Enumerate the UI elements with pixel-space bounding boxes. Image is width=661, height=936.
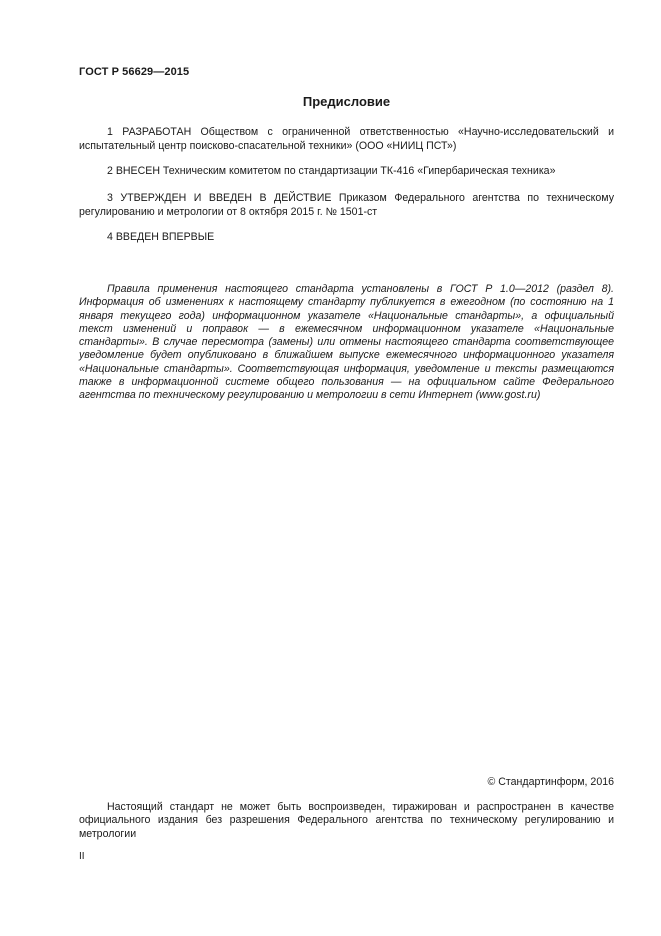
page-number: II [79,851,85,862]
clause-approved: 3 УТВЕРЖДЕН И ВВЕДЕН В ДЕЙСТВИЕ Приказом Федерального агентства по техническому регулированию и метрологии от 8 октября 2015 г. № 1501-ст [79,192,614,218]
clause-first-introduced: 4 ВВЕДЕН ВПЕРВЫЕ [107,231,215,243]
application-rules-notice: Правила применения настоящего стандарта установлены в ГОСТ Р 1.0—2012 (раздел 8). Информация об изменениях к настоящему стандарту публикуется в ежегодном (по состоянию на 1 января текущего года) информационном указателе «Национальные стандарты», а официальный текст изменений и поправок — в ежемесячном информационном указателе «Национальные стандарты». В случае пересмотра (замены) или отмены настоящего стандарта соответствующее уведомление будет опубликовано в ближайшем выпуске ежемесячного информационного указателя «Национальные стандарты». Соответствующая информация, уведомление и тексты размещаются также в информационной системе общего пользования — на официальном сайте Федерального агентства по техническому регулированию и метрологии в сети Интернет (www.gost.ru) [79,283,614,402]
clause-developed: 1 РАЗРАБОТАН Обществом с ограниченной ответственностью «Научно-исследовательский и испытательный центр поисково-спасательной техники» (ООО «НИИЦ ПСТ») [79,126,614,152]
document-code: ГОСТ Р 56629—2015 [79,66,190,78]
page-title: Предисловие [302,94,391,109]
clause-introduced: 2 ВНЕСЕН Техническим комитетом по стандартизации ТК-416 «Гипербарическая техника» [107,165,556,177]
reproduction-notice: Настоящий стандарт не может быть воспроизведен, тиражирован и распространен в качестве официального издания без разрешения Федерального агентства по техническому регулированию и метрологии [79,801,614,840]
copyright-notice: © Стандартинформ, 2016 [487,776,614,788]
